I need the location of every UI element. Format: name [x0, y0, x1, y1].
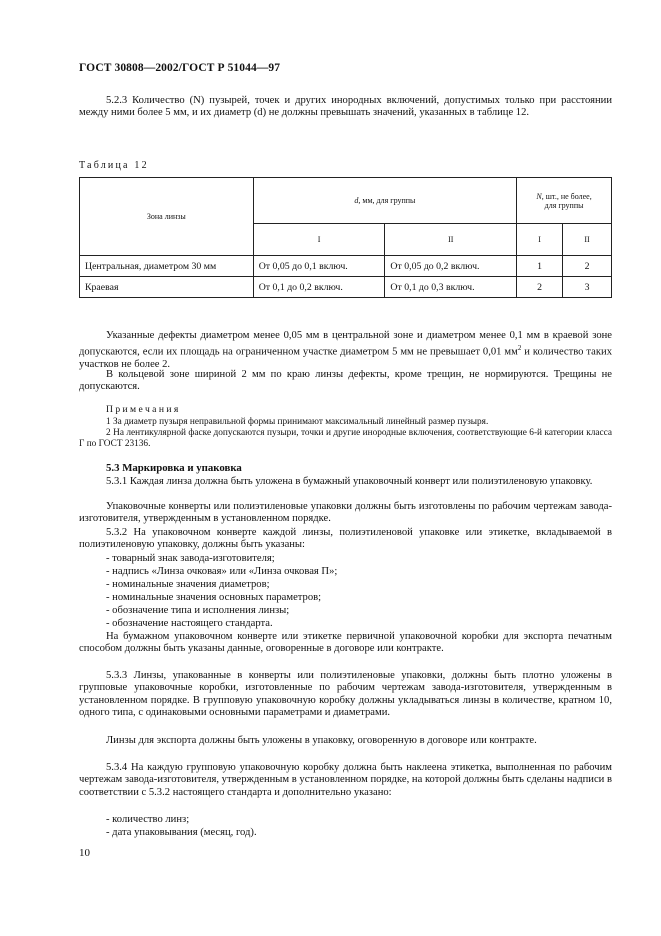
- table-caption: Таблица 12: [79, 160, 149, 171]
- header-d-group-1: I: [253, 224, 385, 256]
- cell-d1: От 0,1 до 0,2 включ.: [253, 277, 385, 298]
- header-d-group-2: II: [385, 224, 517, 256]
- paragraph-5-3-2: 5.3.2 На упаковочном конверте каждой линзы, полиэтиленовой упаковке или этикетке, вкладываемой в полиэтиленовую упаковку, должны быть указаны:: [79, 527, 612, 551]
- paragraph-defects: Указанные дефекты диаметром менее 0,05 мм в центральной зоне и диаметром менее 0,1 мм в краевой зоне допускаются, если их площадь на ограниченном участке диаметром 5 мм не превышает 0,01 $мм^2$ и количество таких участков не более 2.: [79, 330, 612, 371]
- header-n-group-2: II: [563, 224, 612, 256]
- header-n-group-1: I: [517, 224, 563, 256]
- header-n: N, шт., не более, для группы: [517, 178, 612, 224]
- table-row: [80, 256, 612, 277]
- note-2: 2 На лентикулярной фаске допускаются пузыри, точки и другие инородные включения, соответствующие 6-й категории класса Г по ГОСТ 23136.: [79, 428, 612, 450]
- cell-n1: 2: [517, 277, 563, 298]
- list-item: - дата упаковывания (месяц, год).: [106, 827, 257, 838]
- cell-n1: 1: [517, 256, 563, 277]
- list-item: - обозначение типа и исполнения линзы;: [106, 605, 290, 616]
- list-item: - товарный знак завода-изготовителя;: [106, 553, 275, 564]
- paragraph-5-3-4: 5.3.4 На каждую групповую упаковочную коробку должна быть наклеена этикетка, выполненная по рабочим чертежам завода-изготовителя, утвержденным в установленном порядке, на которой должны быть сделаны надписи в соответствии с 5.3.2 настоящего стандарта и дополнительно указано:: [79, 762, 612, 798]
- paragraph-5-3-3: 5.3.3 Линзы, упакованные в конверты или полиэтиленовые упаковки, должны быть плотно уложены в групповые упаковочные коробки, изготовленные по рабочим чертежам завода-изготовителя, утвержденным в установленном порядке. В групповую упаковочную коробку должны укладываться линзы в количестве, кратном 10, одного типа, с одинаковыми основными параметрами и диаметрами.: [79, 670, 612, 719]
- cell-zone: Краевая: [80, 277, 254, 298]
- paragraph-5-3-3b: Линзы для экспорта должны быть уложены в упаковку, оговоренную в договоре или контракте.: [106, 735, 537, 746]
- paragraph-ring-zone: В кольцевой зоне шириной 2 мм по краю линзы дефекты, кроме трещин, не нормируются. Трещины не допускаются.: [79, 369, 612, 393]
- header-d: d, мм, для группы: [253, 178, 516, 224]
- cell-n2: 3: [563, 277, 612, 298]
- paragraph-export-labels: На бумажном упаковочном конверте или этикетке первичной упаковочной коробки для экспорта печатным способом должны быть указаны данные, оговоренные в договоре или контракте.: [79, 631, 612, 655]
- paragraph-5-3-1: 5.3.1 Каждая линза должна быть уложена в бумажный упаковочный конверт или полиэтиленовую упаковку.: [106, 476, 593, 487]
- list-item: - номинальные значения основных параметров;: [106, 592, 322, 603]
- list-item: - номинальные значения диаметров;: [106, 579, 270, 590]
- note-1: 1 За диаметр пузыря неправильной формы принимают максимальный линейный размер пузыря.: [106, 417, 489, 427]
- cell-d1: От 0,05 до 0,1 включ.: [253, 256, 385, 277]
- list-item: - надпись «Линза очковая» или «Линза очковая П»;: [106, 566, 338, 577]
- page-number: 10: [79, 847, 90, 859]
- list-item: - обозначение настоящего стандарта.: [106, 618, 273, 629]
- table-row: [80, 277, 612, 298]
- cell-d2: От 0,1 до 0,3 включ.: [385, 277, 517, 298]
- paragraph-5-3-1b: Упаковочные конверты или полиэтиленовые упаковки должны быть изготовлены по рабочим чертежам завода-изготовителя, утвержденным в установленном порядке.: [79, 501, 612, 525]
- paragraph-5-2-3: 5.2.3 Количество (N) пузырей, точек и других инородных включений, допустимых только при расстоянии между ними более 5 мм, и их диаметр (d) не должны превышать значений, указанных в таблице 12.: [79, 95, 612, 119]
- cell-n2: 2: [563, 256, 612, 277]
- section-5-3-heading: 5.3 Маркировка и упаковка: [106, 462, 242, 474]
- cell-d2: От 0,05 до 0,2 включ.: [385, 256, 517, 277]
- notes-heading: Примечания: [106, 404, 181, 415]
- cell-zone: Центральная, диаметром 30 мм: [80, 256, 254, 277]
- list-item: - количество линз;: [106, 814, 190, 825]
- page-header: ГОСТ 30808—2002/ГОСТ Р 51044—97: [79, 62, 281, 74]
- header-zone: Зона линзы: [80, 178, 254, 256]
- table-12: [79, 177, 612, 298]
